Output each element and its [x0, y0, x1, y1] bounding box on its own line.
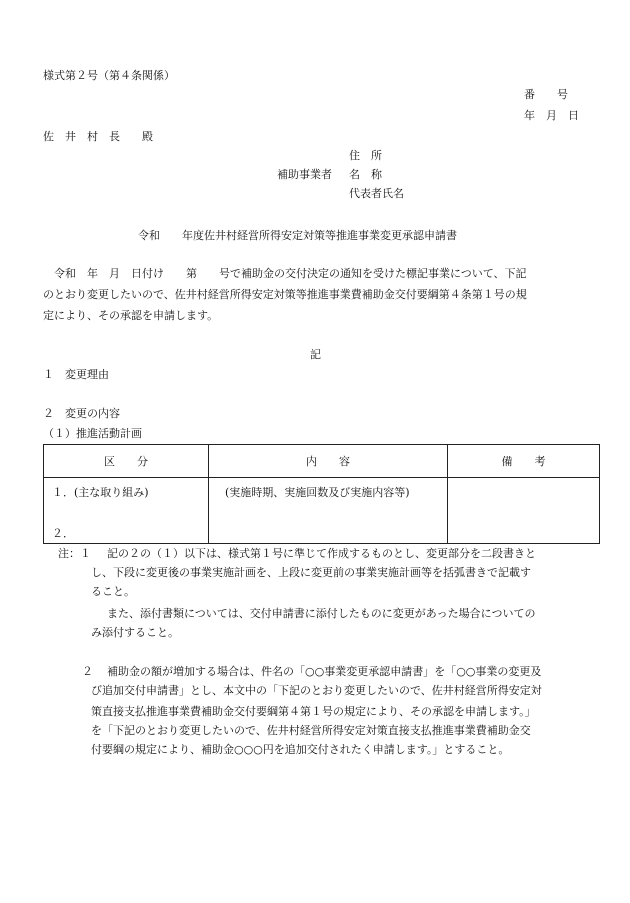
table-cell-remarks	[448, 478, 600, 544]
representative-label: 代表者氏名	[349, 187, 404, 200]
content-placeholder: (実施時期、実施回数及び実施内容等)	[225, 486, 410, 499]
subsection-activity-plan: （１）推進活動計画	[43, 427, 142, 440]
body-line-1: 令和 年 月 日付け 第 号で補助金の交付決定の通知を受けた標記事業について、下記	[43, 267, 527, 280]
note-1-line-2: し、下段に変更後の事業実施計画を、上段に変更前の事業実施計画等を括弧書きで記載す	[91, 566, 531, 579]
category-item-1: １．(主な取り組み)	[52, 486, 149, 499]
note-2-line-3: 策直接支払推進事業費補助金交付要綱第４第１号の規定により、その承認を申請します。」	[91, 705, 536, 718]
table-cell-content	[209, 478, 448, 544]
reference-number-label: 番 号	[524, 88, 568, 101]
note-1-line-1: 記の２の（１）以下は、様式第１号に準じて作成するものとし、変更部分を二段書きと	[107, 547, 536, 560]
name-label: 名 称	[349, 168, 382, 181]
activity-plan-table	[43, 444, 600, 544]
address-label: 住 所	[349, 149, 382, 162]
note-1-line-4: また、添付書類については、交付申請書に添付したものに変更があった場合についての	[107, 607, 536, 620]
body-line-2: のとおり変更したいので、佐井村経営所得安定対策等推進事業費補助金交付要綱第４条第１号の規	[43, 288, 527, 301]
table-cell-category	[44, 478, 209, 544]
ki-heading: 記	[310, 348, 321, 361]
note-2-line-4: を「下記のとおり変更したいので、佐井村経営所得安定対策直接支払推進事業費補助金交	[91, 724, 531, 737]
table-row	[44, 478, 600, 544]
table-header-row	[44, 445, 600, 478]
note-2-label: ２	[82, 665, 93, 678]
section-change-reason: １ 変更理由	[43, 368, 109, 381]
note-2-line-5: 付要綱の規定により、補助金○○○円を追加交付されたく申請します。」とすること。	[91, 743, 510, 756]
body-line-3: 定により、その承認を申請します。	[43, 309, 219, 322]
addressee: 佐 井 村 長 殿	[43, 130, 153, 143]
note-1-label: 注：１	[58, 547, 91, 560]
section-change-content: ２ 変更の内容	[43, 407, 120, 420]
date-label: 年 月 日	[524, 109, 579, 122]
applicant-role-label: 補助事業者	[277, 168, 332, 181]
form-number: 様式第２号（第４条関係）	[43, 69, 175, 82]
category-item-2: ２．	[52, 527, 74, 540]
note-1-line-3: ること。	[91, 585, 135, 598]
table-header-content: 内 容	[209, 445, 448, 478]
note-2-line-2: び追加交付申請書」とし、本文中の「下記のとおり変更したいので、佐井村経営所得安定対	[91, 684, 542, 697]
note-2-line-1: 補助金の額が増加する場合は、件名の「○○事業変更承認申請書」を「○○事業の変更及	[107, 665, 542, 678]
note-1-line-5: み添付すること。	[91, 626, 179, 639]
table-header-remarks: 備 考	[448, 445, 600, 478]
document-title: 令和 年度佐井村経営所得安定対策等推進事業変更承認申請書	[138, 229, 457, 242]
table-header-category: 区 分	[44, 445, 209, 478]
